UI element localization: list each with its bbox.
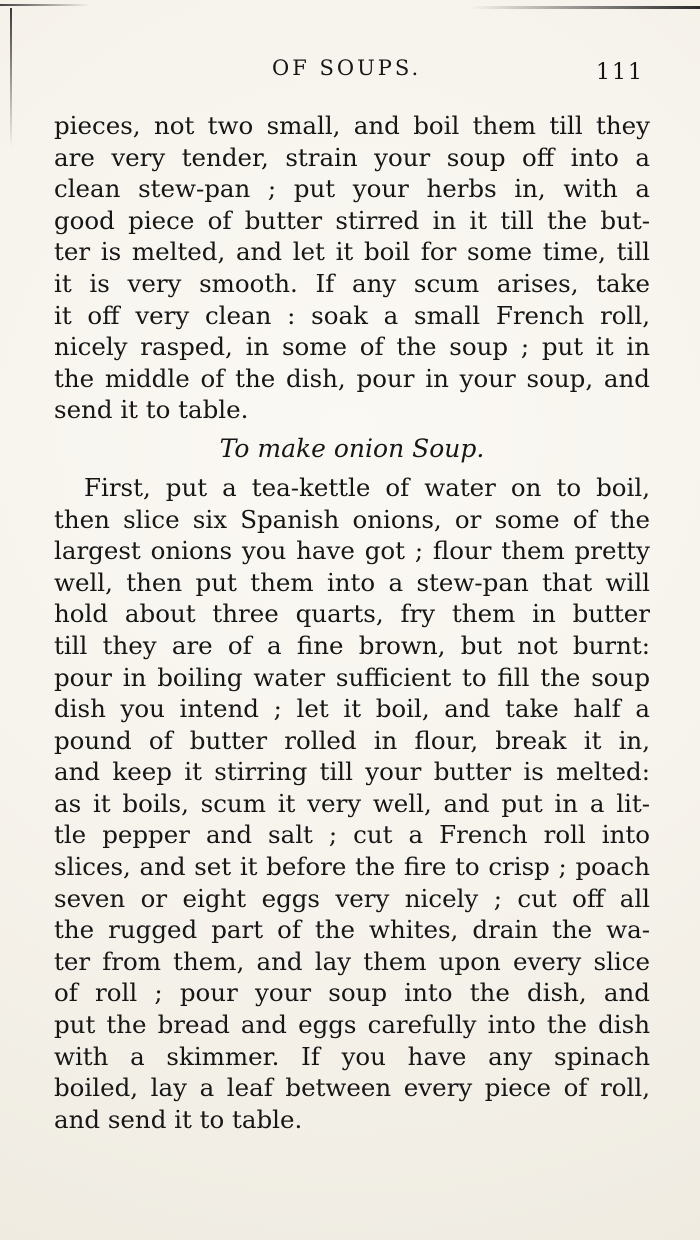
text-line: and send it to table. [54, 1104, 303, 1134]
text-line: and keep it stirring till your butter is melted: [54, 757, 650, 787]
text-line: put the bread and eggs carefully into the dish [54, 1010, 650, 1040]
text-line: the middle of the dish, pour in your soup, and [54, 363, 650, 393]
text-line: till they are of a fine brown, but not burnt: [54, 630, 650, 660]
text-line: boiled, lay a leaf between every piece of roll, [54, 1073, 650, 1103]
text-line: then slice six Spanish onions, or some of the [54, 504, 650, 534]
text-line: well, then put them into a stew-pan that will [54, 567, 650, 597]
text-line: the rugged part of the whites, drain the wa- [54, 915, 650, 945]
running-head [0, 56, 700, 86]
text-line: ter from them, and lay them upon every slice [54, 946, 650, 976]
text-line: pour in boiling water sufficient to fill the soup [54, 662, 650, 692]
text-line: it off very clean : soak a small French roll, [54, 300, 650, 330]
text-line: are very tender, strain your soup off into a [54, 142, 650, 172]
text-line: clean stew-pan ; put your herbs in, with a [54, 174, 650, 204]
text-line: good piece of butter stirred in it till the but- [54, 205, 650, 235]
text-line: ter is melted, and let it boil for some time, till [54, 237, 650, 267]
text-line: pound of butter rolled in flour, break it in, [54, 725, 650, 755]
text-line: of roll ; pour your soup into the dish, and [54, 978, 650, 1008]
page-edge-top-right [470, 6, 700, 9]
page-number: 111 [596, 60, 644, 85]
text-line: hold about three quarts, fry them in butter [54, 599, 650, 629]
text-line: it is very smooth. If any scum arises, take [54, 268, 650, 298]
text-line: as it boils, scum it very well, and put in a lit- [54, 788, 650, 818]
text-line: dish you intend ; let it boil, and take half a [54, 694, 650, 724]
text-line: send it to table. [54, 395, 249, 425]
text-line: nicely rasped, in some of the soup ; put it in [54, 332, 650, 362]
page-edge-top-left [0, 4, 90, 6]
recipe-heading: To make onion Soup. [219, 433, 485, 463]
text-line: seven or eight eggs very nicely ; cut off all [54, 883, 650, 913]
text-line: slices, and set it before the fire to crisp ; poach [54, 852, 650, 882]
text-line: with a skimmer. If you have any spinach [54, 1041, 650, 1071]
text-line: tle pepper and salt ; cut a French roll into [54, 820, 650, 850]
text-line: pieces, not two small, and boil them till they [54, 111, 650, 140]
text-line: First, put a tea-kettle of water on to boil, [84, 472, 650, 502]
running-head-title: OF SOUPS. [272, 56, 422, 80]
text-line: largest onions you have got ; flour them pretty [54, 536, 650, 566]
body-text [54, 110, 650, 1135]
